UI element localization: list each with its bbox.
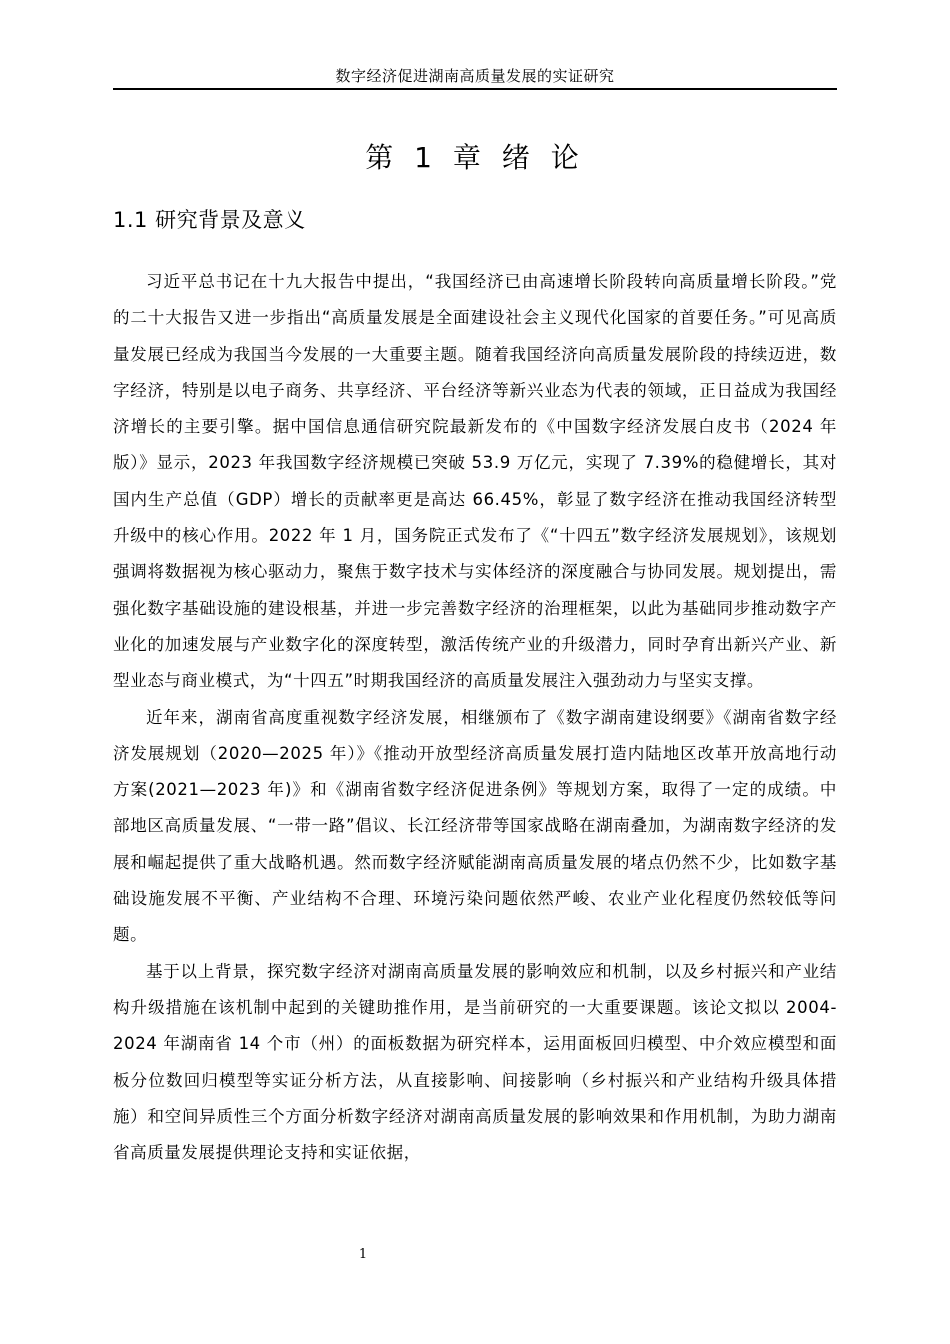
- paragraph: 基于以上背景，探究数字经济对湖南高质量发展的影响效应和机制，以及乡村振兴和产业结构升级措施在该机制中起到的关键助推作用，是当前研究的一大重要课题。该论文拟以 2004-2024 年湖南省 14 个市（州）的面板数据为研究样本，运用面板回归模型、中介效应模型和面板分位数回归模型等实证分析方法，从直接影响、间接影响（乡村振兴和产业结构升级具体措施）和空间异质性三个方面分析数字经济对湖南高质量发展的影响效果和作用机制，为助力湖南省高质量发展提供理论支持和实证依据，: [113, 961, 837, 1163]
- header-divider: [113, 88, 837, 90]
- page-number: 1: [358, 1247, 368, 1262]
- paragraph: 习近平总书记在十九大报告中提出，“我国经济已由高速增长阶段转向高质量增长阶段。”党的二十大报告又进一步指出“高质量发展是全面建设社会主义现代化国家的首要任务。”可见高质量发展已经成为我国当今发展的一大重要主题。随着我国经济向高质量发展阶段的持续迈进，数字经济，特别是以电子商务、共享经济、平台经济等新兴业态为代表的领域，正日益成为我国经济增长的主要引擎。据中国信息通信研究院最新发布的《中国数字经济发展白皮书（2024 年版）》显示，2023 年我国数字经济规模已突破 53.9 万亿元，实现了 7.39%的稳健增长，其对国内生产总值（GDP）增长的贡献率更是高达 66.45%，彰显了数字经济在推动我国经济转型升级中的核心作用。2022 年 1 月，国务院正式发布了《“十四五”数字经济发展规划》，该规划强调将数据视为核心驱动力，聚焦于数字技术与实体经济的深度融合与协同发展。规划提出，需强化数字基础设施的建设根基，并进一步完善数字经济的治理框架，以此为基础同步推动数字产业化的加速发展与产业数字化的深度转型，激活传统产业的升级潜力，同时孕育出新兴产业、新型业态与商业模式，为“十四五”时期我国经济的高质量发展注入强劲动力与坚实支撑。: [113, 272, 837, 691]
- body-text: [113, 264, 837, 1171]
- paragraph: 近年来，湖南省高度重视数字经济发展，相继颁布了《数字湖南建设纲要》《湖南省数字经济发展规划（2020—2025 年）》《推动开放型经济高质量发展打造内陆地区改革开放高地行动方案(2021—2023 年)》和《湖南省数字经济促进条例》等规划方案，取得了一定的成绩。中部地区高质量发展、“一带一路”倡议、长江经济带等国家战略在湖南叠加，为湖南数字经济的发展和崛起提供了重大战略机遇。然而数字经济赋能湖南高质量发展的堵点仍然不少，比如数字基础设施发展不平衡、产业结构不合理、环境污染问题依然严峻、农业产业化程度仍然较低等问题。: [113, 707, 837, 945]
- chapter-title: 第 1 章 绪 论: [365, 141, 585, 174]
- running-header: 数字经济促进湖南高质量发展的实证研究: [335, 67, 615, 85]
- section-title: 1.1 研究背景及意义: [113, 208, 306, 232]
